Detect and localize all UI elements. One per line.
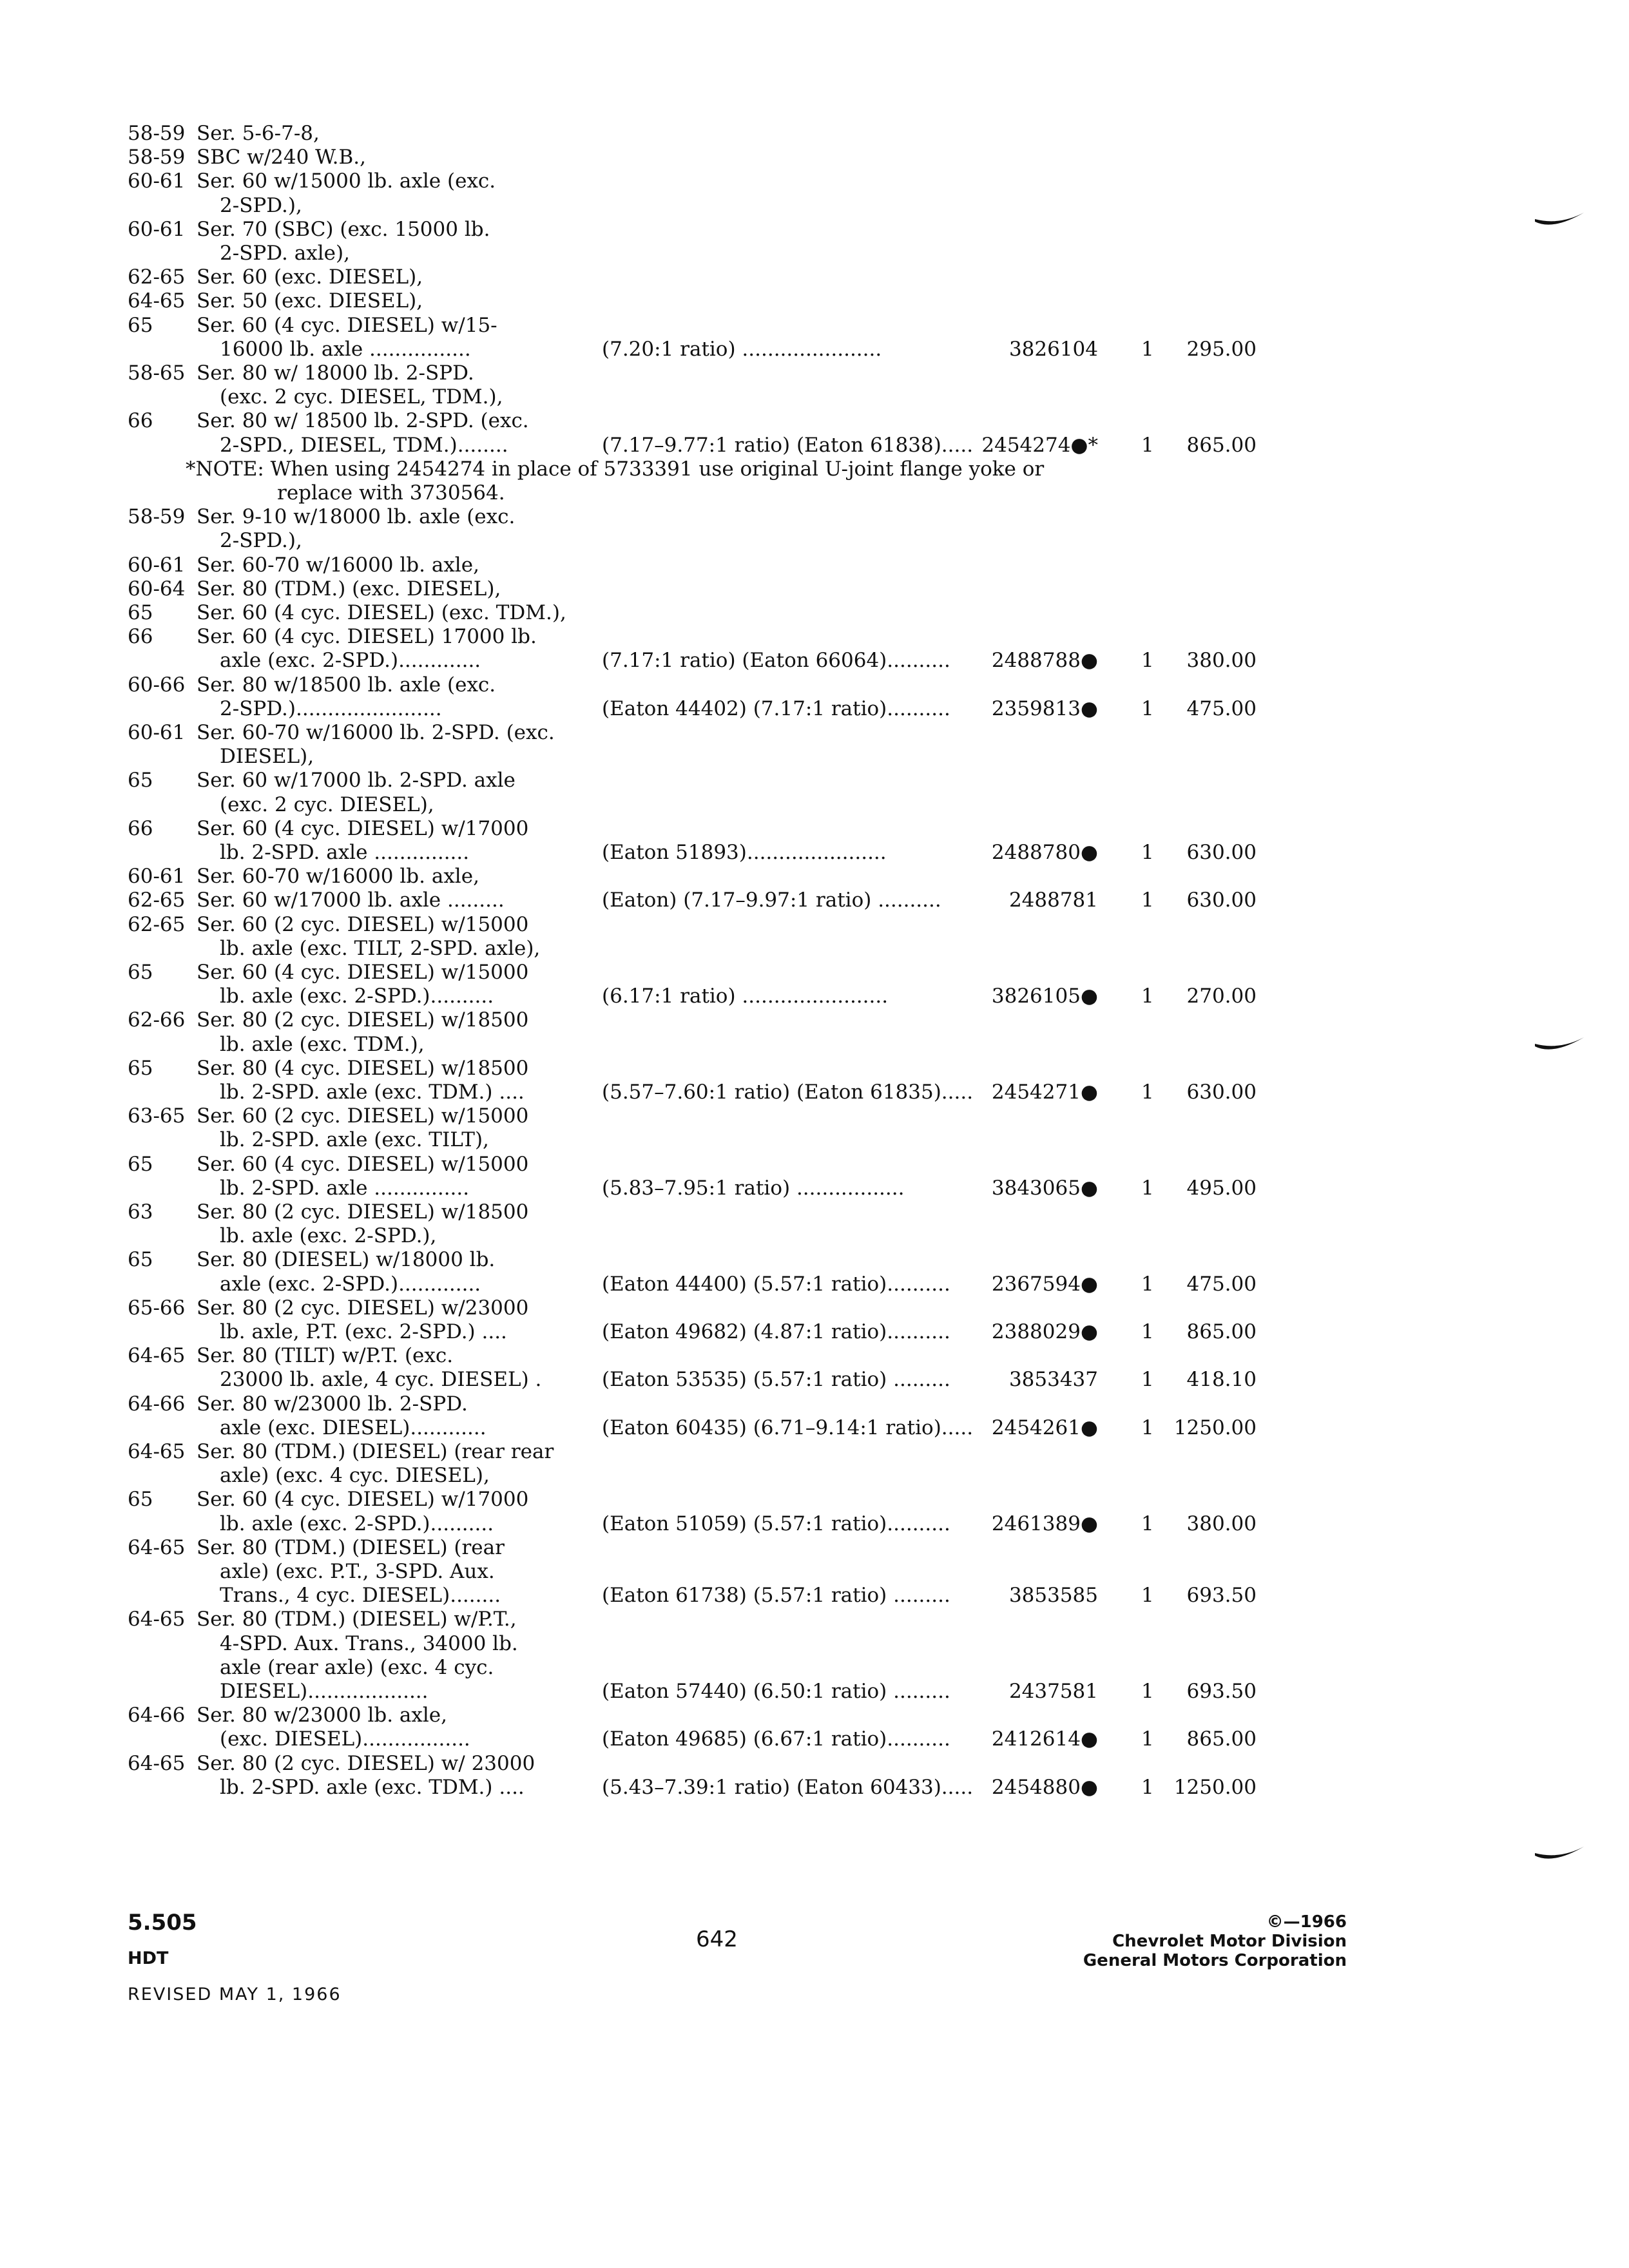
application-description: Ser. 60 (2 cyc. DIESEL) w/15000	[197, 1104, 529, 1128]
ratio-spec: (Eaton 49685) (6.67:1 ratio)..........	[602, 1727, 950, 1751]
part-number: 3853585	[1008, 1584, 1098, 1608]
ratio-spec: (7.17:1 ratio) (Eaton 66064)..........	[602, 649, 950, 673]
application-description: Ser. 60 (4 cyc. DIESEL) 17000 lb.	[197, 625, 537, 649]
model-years: 64-65	[128, 289, 186, 313]
application-description: Ser. 80 (4 cyc. DIESEL) w/18500	[197, 1056, 529, 1080]
quantity: 1	[1141, 1775, 1154, 1799]
ratio-spec: (Eaton 44400) (5.57:1 ratio)..........	[602, 1272, 950, 1296]
part-number: 3853437	[1008, 1368, 1098, 1392]
model-years: 58-65	[128, 361, 186, 385]
model-years: 66	[128, 816, 153, 840]
quantity: 1	[1141, 1584, 1154, 1608]
application-description: Ser. 80 (2 cyc. DIESEL) w/18500	[197, 1200, 529, 1224]
application-description: DIESEL),	[220, 745, 314, 769]
application-description: axle (exc. DIESEL)............	[220, 1416, 487, 1439]
application-description: Ser. 60-70 w/16000 lb. axle,	[197, 865, 479, 889]
application-description: 23000 lb. axle, 4 cyc. DIESEL) .	[220, 1368, 542, 1392]
model-years: 65	[128, 1152, 153, 1176]
application-description: Ser. 60-70 w/16000 lb. axle,	[197, 553, 479, 577]
list-price: 295.00	[1186, 337, 1257, 361]
model-years: 58-59	[128, 122, 186, 145]
quantity: 1	[1141, 1680, 1154, 1703]
quantity: 1	[1141, 1416, 1154, 1439]
part-number: 2388029●	[991, 1320, 1098, 1343]
copyright-year: ©—1966	[1266, 1912, 1347, 1932]
footnote-text: *NOTE: When using 2454274 in place of 5733391 use original U-joint flange yoke or	[186, 457, 1045, 481]
model-years: 60-61	[128, 721, 186, 744]
part-number: 3843065●	[991, 1176, 1098, 1200]
application-description: Ser. 80 (DIESEL) w/18000 lb.	[197, 1248, 496, 1272]
ratio-spec: (5.57–7.60:1 ratio) (Eaton 61835).....	[602, 1081, 974, 1104]
quantity: 1	[1141, 1512, 1154, 1535]
model-years: 60-64	[128, 577, 186, 601]
model-years: 64-66	[128, 1392, 186, 1416]
list-price: 475.00	[1186, 697, 1257, 720]
model-years: 65	[128, 961, 153, 984]
ratio-spec: (7.20:1 ratio) ......................	[602, 337, 882, 361]
application-description: Ser. 60 (exc. DIESEL),	[197, 265, 423, 289]
part-number: 2367594●	[991, 1272, 1098, 1296]
application-description: lb. 2-SPD. axle ...............	[220, 1176, 470, 1200]
quantity: 1	[1141, 697, 1154, 720]
quantity: 1	[1141, 1176, 1154, 1200]
model-years: 60-61	[128, 553, 186, 577]
application-description: 16000 lb. axle ................	[220, 337, 471, 361]
part-number: 2488781	[1008, 889, 1098, 912]
footnote-text: replace with 3730564.	[277, 481, 505, 505]
application-description: Ser. 80 (2 cyc. DIESEL) w/23000	[197, 1296, 529, 1320]
list-price: 418.10	[1186, 1368, 1257, 1392]
application-description: Ser. 60 (4 cyc. DIESEL) w/15000	[197, 1152, 529, 1176]
list-price: 693.50	[1186, 1584, 1257, 1608]
application-description: (exc. 2 cyc. DIESEL),	[220, 793, 434, 816]
quantity: 1	[1141, 337, 1154, 361]
model-years: 65	[128, 1488, 153, 1512]
list-price: 495.00	[1186, 1176, 1257, 1200]
ratio-spec: (5.83–7.95:1 ratio) .................	[602, 1176, 905, 1200]
model-years: 65	[128, 769, 153, 793]
copyright-block	[1083, 1912, 1347, 1970]
application-description: Ser. 80 w/ 18500 lb. 2-SPD. (exc.	[197, 409, 529, 433]
application-description: Ser. 80 w/18500 lb. axle (exc.	[197, 673, 496, 697]
list-price: 865.00	[1186, 433, 1257, 457]
model-years: 65	[128, 601, 153, 624]
application-description: SBC w/240 W.B.,	[197, 146, 366, 169]
model-years: 63	[128, 1200, 153, 1224]
application-description: Ser. 60 (4 cyc. DIESEL) w/17000	[197, 1488, 529, 1512]
application-description: Ser. 80 (TDM.) (DIESEL) w/P.T.,	[197, 1608, 517, 1631]
application-description: lb. axle (exc. 2-SPD.)..........	[220, 985, 494, 1008]
part-number: 2454261●	[991, 1416, 1098, 1439]
application-description: lb. 2-SPD. axle ...............	[220, 841, 470, 864]
model-years: 64-66	[128, 1704, 186, 1727]
margin-tick-mark-2	[1534, 1030, 1585, 1055]
model-years: 65	[128, 1056, 153, 1080]
application-description: 2-SPD.),	[220, 529, 302, 553]
application-description: 2-SPD., DIESEL, TDM.)........	[220, 433, 508, 457]
application-description: Ser. 60 (4 cyc. DIESEL) w/15-	[197, 313, 497, 337]
corporation-name: General Motors Corporation	[1083, 1951, 1347, 1970]
model-years: 62-66	[128, 1008, 186, 1032]
model-years: 66	[128, 625, 153, 649]
section-number: 5.505	[128, 1910, 197, 1936]
model-years: 64-65	[128, 1440, 186, 1463]
application-description: Ser. 9-10 w/18000 lb. axle (exc.	[197, 505, 516, 529]
ratio-spec: (Eaton) (7.17–9.97:1 ratio) ..........	[602, 889, 941, 912]
model-years: 64-65	[128, 1344, 186, 1368]
series-code: HDT	[128, 1948, 169, 1968]
application-description: Ser. 80 (TDM.) (DIESEL) (rear	[197, 1535, 505, 1559]
ratio-spec: (6.17:1 ratio) .......................	[602, 985, 889, 1008]
quantity: 1	[1141, 1081, 1154, 1104]
revision-date: REVISED MAY 1, 1966	[128, 1984, 342, 2004]
application-description: Ser. 70 (SBC) (exc. 15000 lb.	[197, 217, 490, 241]
application-description: Ser. 80 (TDM.) (DIESEL) (rear rear	[197, 1440, 554, 1463]
part-number: 2488780●	[991, 841, 1098, 864]
application-description: Ser. 80 w/ 18000 lb. 2-SPD.	[197, 361, 474, 385]
part-number: 2437581	[1008, 1680, 1098, 1703]
list-price: 270.00	[1186, 985, 1257, 1008]
model-years: 65	[128, 313, 153, 337]
ratio-spec: (Eaton 57440) (6.50:1 ratio) .........	[602, 1680, 950, 1703]
application-description: Ser. 60 (2 cyc. DIESEL) w/15000	[197, 912, 529, 936]
part-number: 2359813●	[991, 697, 1098, 720]
application-description: lb. 2-SPD. axle (exc. TILT),	[220, 1128, 489, 1152]
application-description: lb. axle (exc. 2-SPD.)..........	[220, 1512, 494, 1535]
quantity: 1	[1141, 433, 1154, 457]
application-description: Ser. 5-6-7-8,	[197, 122, 320, 145]
ratio-spec: (Eaton 53535) (5.57:1 ratio) .........	[602, 1368, 950, 1392]
quantity: 1	[1141, 1320, 1154, 1343]
part-number: 2461389●	[991, 1512, 1098, 1535]
ratio-spec: (Eaton 60435) (6.71–9.14:1 ratio).....	[602, 1416, 974, 1439]
list-price: 380.00	[1186, 1512, 1257, 1535]
application-description: lb. axle (exc. TILT, 2-SPD. axle),	[220, 936, 541, 960]
list-price: 630.00	[1186, 1081, 1257, 1104]
application-description: Ser. 60 w/17000 lb. 2-SPD. axle	[197, 769, 516, 793]
application-description: Ser. 80 (2 cyc. DIESEL) w/18500	[197, 1008, 529, 1032]
part-number: 3826105●	[991, 985, 1098, 1008]
application-description: Ser. 80 w/23000 lb. 2-SPD.	[197, 1392, 468, 1416]
application-description: 2-SPD. axle),	[220, 242, 350, 265]
ratio-spec: (Eaton 44402) (7.17:1 ratio)..........	[602, 697, 950, 720]
ratio-spec: (Eaton 51893)......................	[602, 841, 887, 864]
list-price: 1250.00	[1173, 1775, 1257, 1799]
application-description: axle (exc. 2-SPD.).............	[220, 1272, 481, 1296]
application-description: lb. 2-SPD. axle (exc. TDM.) ....	[220, 1775, 525, 1799]
model-years: 64-65	[128, 1608, 186, 1631]
page-number: 642	[696, 1927, 738, 1952]
quantity: 1	[1141, 1727, 1154, 1751]
list-price: 865.00	[1186, 1727, 1257, 1751]
part-number: 2488788●	[991, 649, 1098, 673]
model-years: 64-65	[128, 1535, 186, 1559]
part-number: 2454274●*	[981, 433, 1098, 457]
model-years: 58-59	[128, 146, 186, 169]
application-description: axle) (exc. 4 cyc. DIESEL),	[220, 1464, 490, 1488]
application-description: Ser. 60 w/15000 lb. axle (exc.	[197, 169, 496, 193]
application-description: axle) (exc. P.T., 3-SPD. Aux.	[220, 1560, 495, 1583]
list-price: 1250.00	[1173, 1416, 1257, 1439]
quantity: 1	[1141, 841, 1154, 864]
application-description: Ser. 60-70 w/16000 lb. 2-SPD. (exc.	[197, 721, 555, 744]
list-price: 865.00	[1186, 1320, 1257, 1343]
application-description: Ser. 80 w/23000 lb. axle,	[197, 1704, 447, 1727]
application-description: lb. axle (exc. 2-SPD.),	[220, 1224, 437, 1248]
application-description: Ser. 60 (4 cyc. DIESEL) (exc. TDM.),	[197, 601, 566, 624]
application-description: DIESEL)...................	[220, 1680, 429, 1703]
model-years: 66	[128, 409, 153, 433]
part-number: 2454271●	[991, 1081, 1098, 1104]
application-description: 4-SPD. Aux. Trans., 34000 lb.	[220, 1631, 518, 1655]
division-name: Chevrolet Motor Division	[1112, 1932, 1347, 1951]
ratio-spec: (7.17–9.77:1 ratio) (Eaton 61838).....	[602, 433, 974, 457]
quantity: 1	[1141, 889, 1154, 912]
application-description: Ser. 60 (4 cyc. DIESEL) w/17000	[197, 816, 529, 840]
part-number: 2454880●	[991, 1775, 1098, 1799]
model-years: 63-65	[128, 1104, 186, 1128]
application-description: lb. 2-SPD. axle (exc. TDM.) ....	[220, 1081, 525, 1104]
model-years: 60-66	[128, 673, 186, 697]
part-number: 2412614●	[991, 1727, 1098, 1751]
part-number: 3826104	[1008, 337, 1098, 361]
application-description: Ser. 50 (exc. DIESEL),	[197, 289, 423, 313]
application-description: axle (rear axle) (exc. 4 cyc.	[220, 1655, 494, 1679]
list-price: 380.00	[1186, 649, 1257, 673]
model-years: 65	[128, 1248, 153, 1272]
application-description: Trans., 4 cyc. DIESEL)........	[220, 1584, 501, 1608]
list-price: 475.00	[1186, 1272, 1257, 1296]
application-description: Ser. 80 (TILT) w/P.T. (exc.	[197, 1344, 454, 1368]
model-years: 64-65	[128, 1751, 186, 1775]
application-description: 2-SPD.).......................	[220, 697, 442, 720]
application-description: (exc. 2 cyc. DIESEL, TDM.),	[220, 385, 503, 409]
quantity: 1	[1141, 1368, 1154, 1392]
application-description: lb. axle (exc. TDM.),	[220, 1032, 425, 1056]
model-years: 58-59	[128, 505, 186, 529]
model-years: 62-65	[128, 265, 186, 289]
ratio-spec: (5.43–7.39:1 ratio) (Eaton 60433).....	[602, 1775, 974, 1799]
model-years: 62-65	[128, 912, 186, 936]
application-description: 2-SPD.),	[220, 193, 302, 217]
model-years: 62-65	[128, 889, 186, 912]
application-description: Ser. 60 (4 cyc. DIESEL) w/15000	[197, 961, 529, 984]
model-years: 60-61	[128, 169, 186, 193]
model-years: 65-66	[128, 1296, 186, 1320]
application-description: Ser. 80 (TDM.) (exc. DIESEL),	[197, 577, 501, 601]
application-description: (exc. DIESEL).................	[220, 1727, 470, 1751]
model-years: 60-61	[128, 217, 186, 241]
margin-tick-mark-1	[1534, 205, 1585, 231]
ratio-spec: (Eaton 61738) (5.57:1 ratio) .........	[602, 1584, 950, 1608]
model-years: 60-61	[128, 865, 186, 889]
quantity: 1	[1141, 649, 1154, 673]
application-description: lb. axle, P.T. (exc. 2-SPD.) ....	[220, 1320, 507, 1343]
list-price: 630.00	[1186, 889, 1257, 912]
list-price: 630.00	[1186, 841, 1257, 864]
quantity: 1	[1141, 1272, 1154, 1296]
application-description: Ser. 80 (2 cyc. DIESEL) w/ 23000	[197, 1751, 535, 1775]
quantity: 1	[1141, 985, 1154, 1008]
margin-tick-mark-3	[1534, 1839, 1585, 1865]
list-price: 693.50	[1186, 1680, 1257, 1703]
ratio-spec: (Eaton 51059) (5.57:1 ratio)..........	[602, 1512, 950, 1535]
application-description: Ser. 60 w/17000 lb. axle .........	[197, 889, 505, 912]
application-description: axle (exc. 2-SPD.).............	[220, 649, 481, 673]
ratio-spec: (Eaton 49682) (4.87:1 ratio)..........	[602, 1320, 950, 1343]
